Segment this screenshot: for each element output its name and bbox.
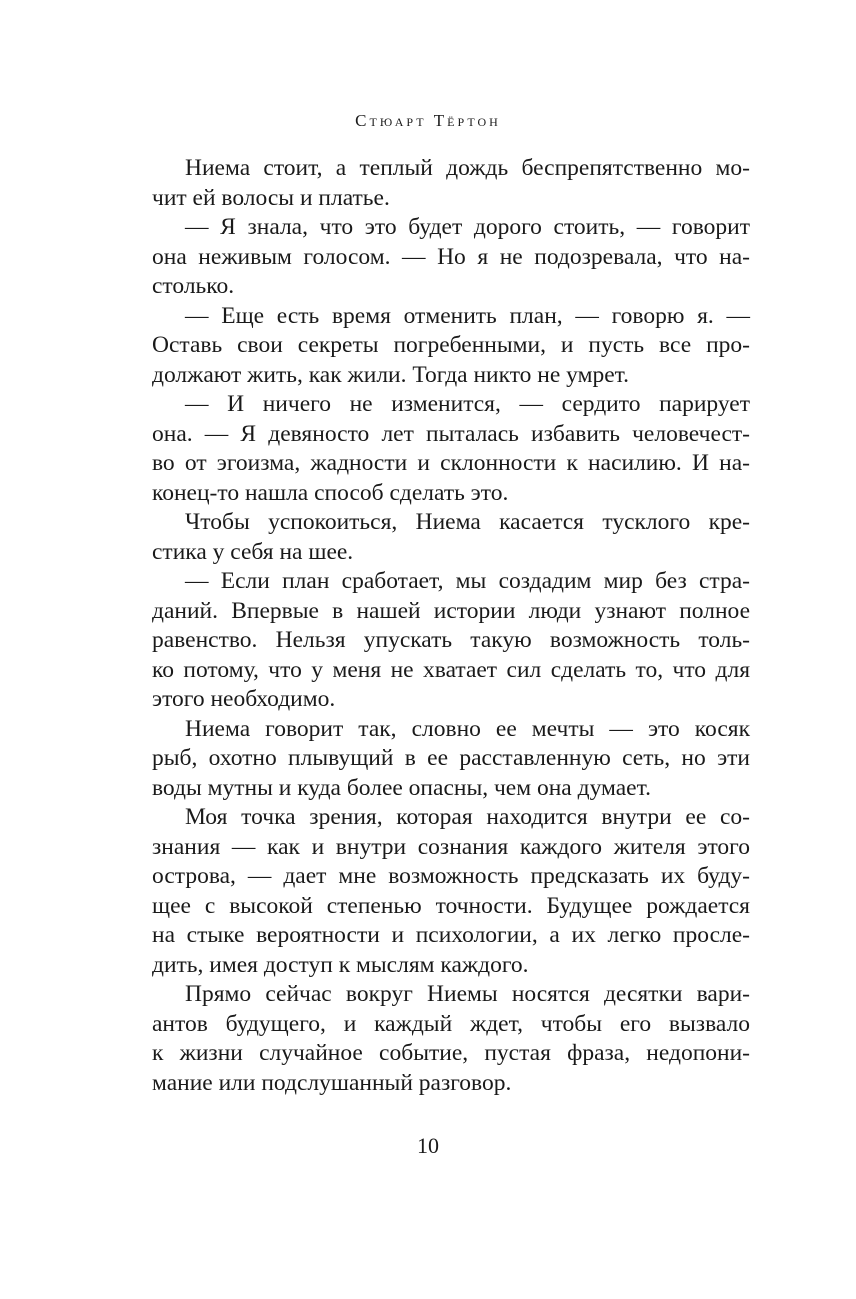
text-line: мание или подслушанный разговор. [152, 1069, 512, 1096]
text-line: ко потому, что у меня не хватает сил сделать то, что для [152, 656, 750, 683]
text-line: — Еще есть время отменить план, — говорю я. — [185, 302, 750, 329]
text-line: антов будущего, и каждый ждет, чтобы его вызвало [152, 1010, 750, 1037]
text-line: во от эгоизма, жадности и склонности к насилию. И на- [152, 450, 750, 476]
text-line: дить, имея доступ к мыслям каждого. [152, 951, 529, 978]
text-line: — Если план сработает, мы создадим мир без стра- [185, 568, 750, 594]
text-line: даний. Впервые в нашей истории люди узнают полное [152, 597, 750, 624]
text-line: она. — Я девяносто лет пыталась избавить человечест- [152, 420, 750, 447]
body-text [152, 154, 750, 1098]
text-line: Ниема стоит, а теплый дождь беспрепятственно мо- [185, 155, 750, 181]
text-line: столько. [152, 273, 235, 299]
text-line: Ниема говорит так, словно ее мечты — это косяк [185, 715, 750, 742]
text-line: равенство. Нельзя упускать такую возможность толь- [152, 627, 750, 653]
page-number: 10 [417, 1133, 439, 1158]
text-line: стика у себя на шее. [152, 538, 354, 565]
text-line: рыб, охотно плывущий в ее расставленную сеть, но эти [152, 745, 750, 771]
text-line: острова, — дает мне возможность предсказать их буду- [152, 863, 750, 889]
text-line: — Я знала, что это будет дорого стоить, — говорит [185, 214, 750, 240]
text-line: этого необходимо. [152, 686, 336, 712]
running-head-author: Стюарт Тёртон [355, 111, 501, 130]
text-line: Чтобы успокоиться, Ниема касается тусклого кре- [185, 509, 750, 535]
text-line: щее с высокой степенью точности. Будущее рождается [152, 892, 750, 919]
text-line: воды мутны и куда более опасны, чем она думает. [152, 774, 651, 801]
text-line: Прямо сейчас вокруг Ниемы носятся десятки вари- [185, 981, 750, 1007]
text-line: конец-то нашла способ сделать это. [152, 479, 509, 506]
text-line: она неживым голосом. — Но я не подозревала, что на- [152, 243, 750, 270]
text-line: — И ничего не изменится, — сердито парирует [185, 391, 750, 417]
text-line: на стыке вероятности и психологии, а их легко просле- [152, 922, 750, 948]
text-line: Моя точка зрения, которая находится внутри ее со- [185, 804, 750, 830]
text-line: к жизни случайное событие, пустая фраза, недопони- [152, 1040, 750, 1066]
text-line: Оставь свои секреты погребенными, и пусть все про- [152, 332, 750, 358]
text-line: чит ей волосы и платье. [152, 184, 390, 211]
text-line: знания — как и внутри сознания каждого жителя этого [152, 833, 750, 860]
text-line: должают жить, как жили. Тогда никто не умрет. [152, 361, 630, 388]
